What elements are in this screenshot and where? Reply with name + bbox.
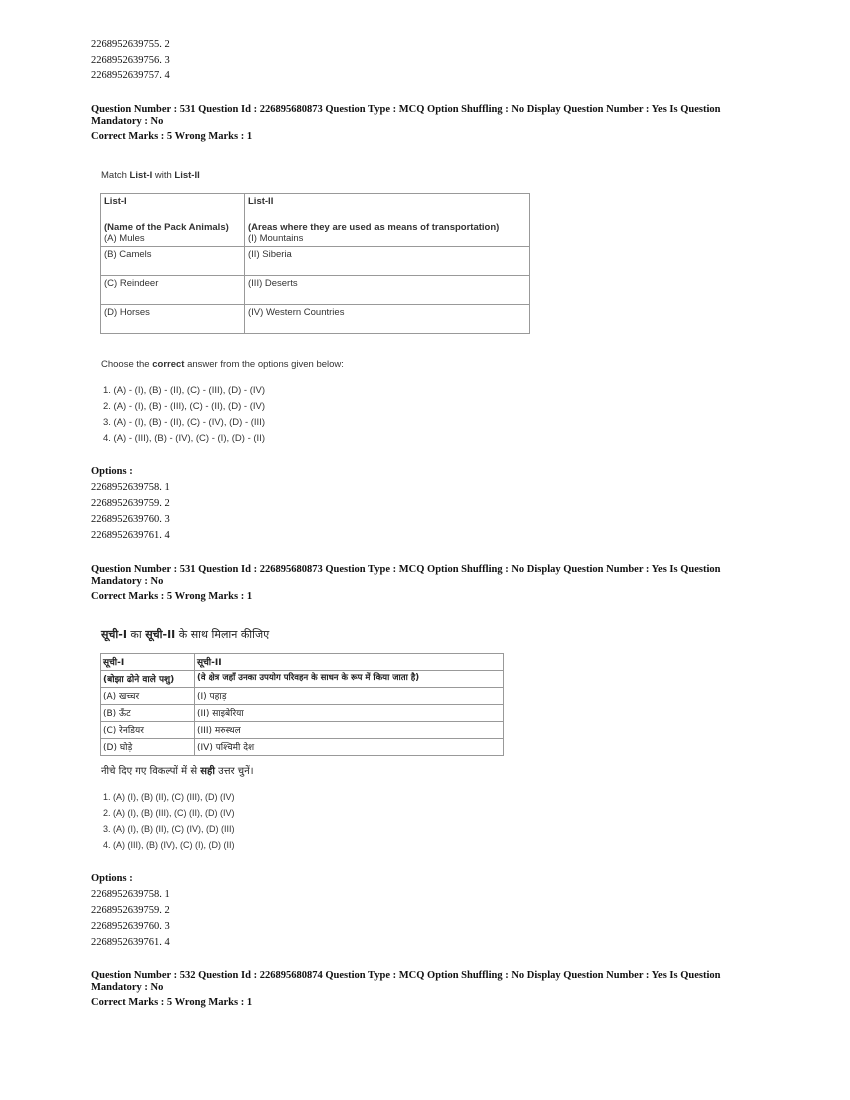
marks-line: Correct Marks : 5 Wrong Marks : 1 [91,591,253,602]
question-header: Question Number : 531 Question Id : 226895680873 Question Type : MCQ Option Shuffling : No Display Question Number : Yes Is Question Mandatory : No [91,104,721,127]
table-cell: (D) घोड़े [101,739,195,756]
table-cell: (II) साइबेरिया [195,705,504,722]
answer-choice: 3. (A) (I), (B) (II), (C) (IV), (D) (III) [103,824,235,834]
answer-choice: 2. (A) (I), (B) (III), (C) (II), (D) (IV) [103,808,235,818]
table-cell: (D) Horses [101,305,245,334]
option-line: 2268952639758. 1 [91,889,170,900]
table-header-cell: (बोझा ढोने वाले पशु) [101,671,195,688]
question-prompt: सूची-I का सूची-II के साथ मिलान कीजिए [101,628,270,641]
table-cell: (C) Reindeer [101,276,245,305]
table-cell: (B) ऊँट [101,705,195,722]
choose-instruction: Choose the correct answer from the options given below: [101,359,344,370]
question-header: Question Number : 532 Question Id : 226895680874 Question Type : MCQ Option Shuffling : No Display Question Number : Yes Is Question Mandatory : No [91,970,721,993]
options-label: Options : [91,873,133,884]
option-line: 2268952639761. 4 [91,937,170,948]
option-line: 2268952639760. 3 [91,514,170,525]
table-header-cell: List-II (Areas where they are used as means of transportation) (I) Mountains [245,194,530,247]
option-line: 2268952639757. 4 [91,70,170,81]
table-cell: (C) रेनडियर [101,722,195,739]
table-header-cell: List-I (Name of the Pack Animals) (A) Mules [101,194,245,247]
table-cell: (A) खच्चर [101,688,195,705]
choose-instruction: नीचे दिए गए विकल्पों में से सही उत्तर चुनें। [101,766,254,777]
table-cell: (B) Camels [101,247,245,276]
option-line: 2268952639756. 3 [91,55,170,66]
question-prompt: Match List-I with List-II [101,170,200,181]
answer-choice: 4. (A) - (III), (B) - (IV), (C) - (I), (D) - (II) [103,433,265,444]
option-line: 2268952639755. 2 [91,39,170,50]
answer-choice: 1. (A) (I), (B) (II), (C) (III), (D) (IV) [103,792,235,802]
marks-line: Correct Marks : 5 Wrong Marks : 1 [91,997,253,1008]
table-header-cell: (वे क्षेत्र जहाँ उनका उपयोग परिवहन के साधन के रूप में किया जाता है) [195,671,504,688]
table-cell: (III) Deserts [245,276,530,305]
marks-line: Correct Marks : 5 Wrong Marks : 1 [91,131,253,142]
table-cell: (II) Siberia [245,247,530,276]
table-cell: (I) पहाड़ [195,688,504,705]
option-line: 2268952639761. 4 [91,530,170,541]
answer-choice: 2. (A) - (I), (B) - (III), (C) - (II), (D) - (IV) [103,401,265,412]
table-header-cell: सूची-I [101,654,195,671]
match-table-en [100,193,530,334]
answer-choice: 1. (A) - (I), (B) - (II), (C) - (III), (D) - (IV) [103,385,265,396]
answer-choice: 4. (A) (III), (B) (IV), (C) (I), (D) (II) [103,840,235,850]
answer-choice: 3. (A) - (I), (B) - (II), (C) - (IV), (D) - (III) [103,417,265,428]
table-cell: (IV) Western Countries [245,305,530,334]
option-line: 2268952639760. 3 [91,921,170,932]
options-label: Options : [91,466,133,477]
match-table-hi [100,653,504,756]
option-line: 2268952639758. 1 [91,482,170,493]
table-cell: (III) मरुस्थल [195,722,504,739]
option-line: 2268952639759. 2 [91,905,170,916]
option-line: 2268952639759. 2 [91,498,170,509]
table-header-cell: सूची-II [195,654,504,671]
question-header: Question Number : 531 Question Id : 226895680873 Question Type : MCQ Option Shuffling : No Display Question Number : Yes Is Question Mandatory : No [91,564,721,587]
table-cell: (IV) पश्चिमी देश [195,739,504,756]
